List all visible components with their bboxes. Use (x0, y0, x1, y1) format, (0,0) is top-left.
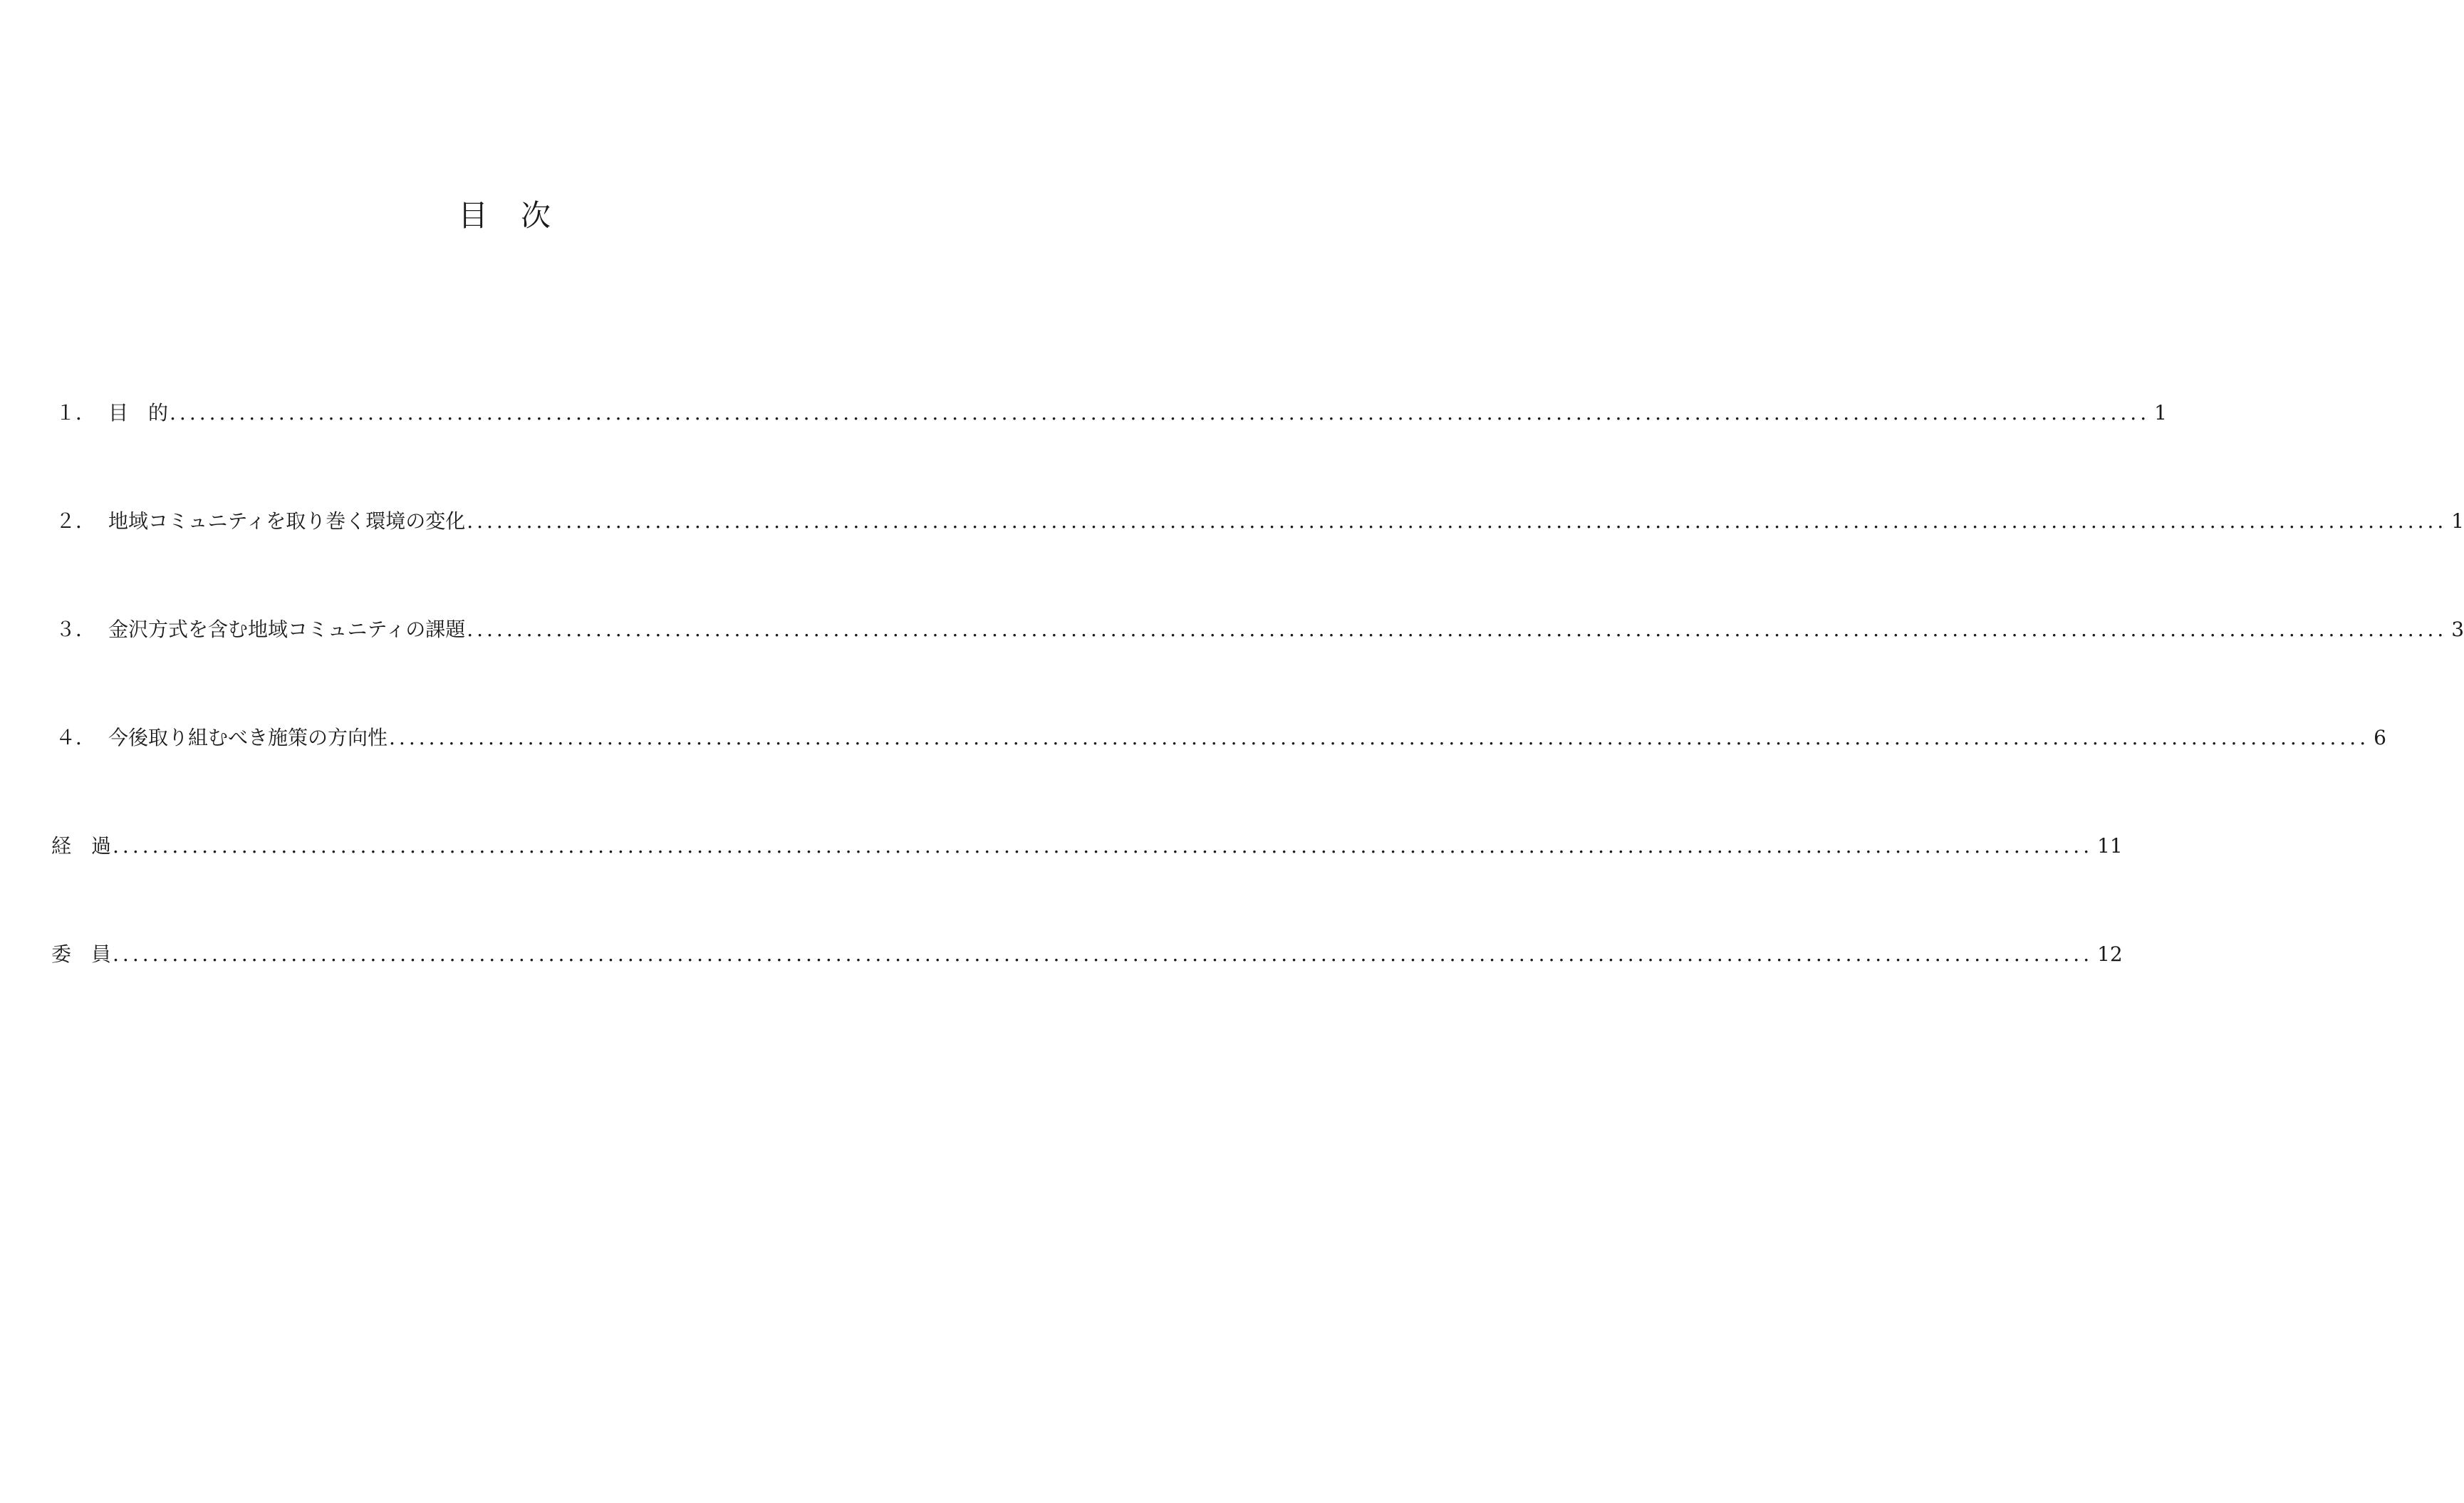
toc-entry-policy-direction[interactable] (51, 724, 2386, 752)
toc-entry-page: 12 (2097, 942, 2123, 966)
toc-entry-page: 1 (2154, 401, 2167, 425)
toc-entry-progress[interactable] (51, 832, 2123, 860)
toc-dot-leader: ........................................................................................................................................................................................................ (467, 618, 2448, 641)
toc-dot-leader: ........................................................................................................................................................................................................ (113, 834, 2094, 858)
toc-entry-number: ２． (56, 509, 96, 533)
toc-entry-label: 目 的 (108, 401, 169, 425)
toc-dot-leader: ........................................................................................................................................................................................................ (467, 509, 2448, 533)
toc-entry-page: 6 (2374, 726, 2386, 749)
toc-entry-number: １． (56, 401, 96, 425)
toc-entry-issues[interactable] (51, 615, 2464, 644)
toc-entry-label: 委 員 (51, 942, 112, 966)
toc-entry-purpose[interactable] (51, 399, 2167, 427)
toc-entry-label: 今後取り組むべき施策の方向性 (108, 726, 388, 749)
toc-entry-label: 経 過 (51, 834, 112, 858)
toc-dot-leader: ........................................................................................................................................................................................................ (389, 726, 2370, 749)
document-title: 目 次 (457, 198, 552, 233)
toc-entry-label: 金沢方式を含む地域コミュニティの課題 (108, 618, 466, 641)
toc-entry-page: 3 (2451, 618, 2464, 641)
toc-entry-number: ３． (56, 618, 96, 641)
toc-entry-label: 地域コミュニティを取り巻く環境の変化 (108, 509, 466, 533)
toc-dot-leader: ........................................................................................................................................................................................................ (170, 401, 2151, 425)
toc-entry-environment-change[interactable] (51, 507, 2464, 536)
toc-entry-page: 1 (2451, 509, 2464, 533)
toc-entry-members[interactable] (51, 940, 2123, 969)
toc-entry-number: ４． (56, 726, 96, 749)
toc-dot-leader: ........................................................................................................................................................................................................ (113, 942, 2094, 966)
toc-entry-page: 11 (2097, 834, 2123, 858)
